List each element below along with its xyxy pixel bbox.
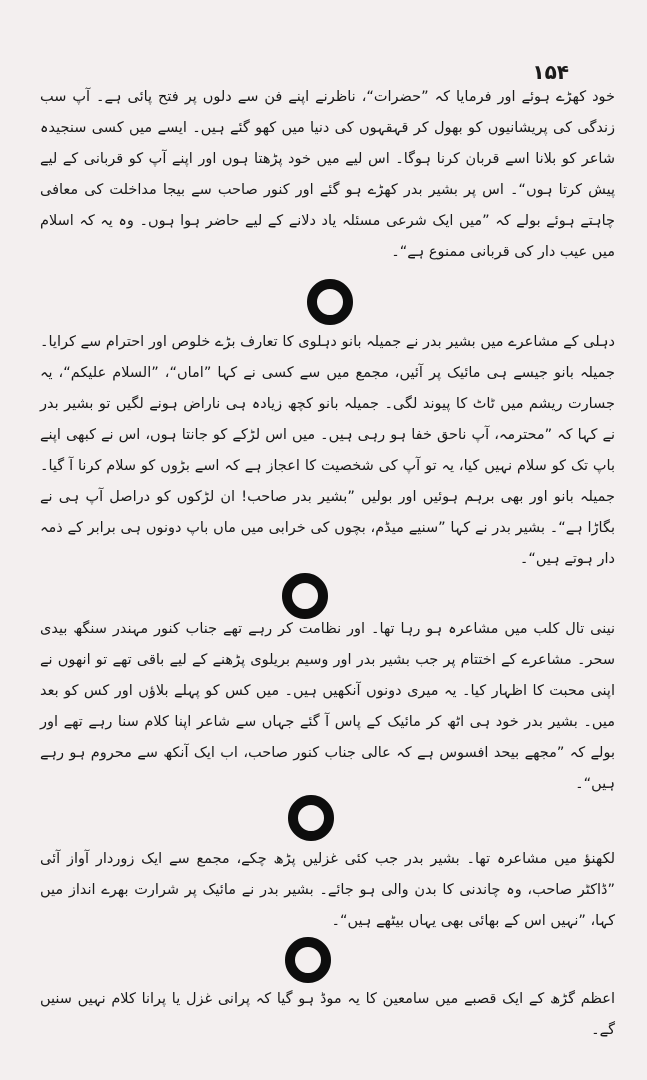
paragraph-3: نینی تال کلب میں مشاعرہ ہو رہا تھا۔ اور نظامت کر رہے تھے جناب کنور مہندر سنگھ بیدی سحر۔ مشاعرے کے اختتام پر جب بشیر بدر اور وسیم بریلوی پڑھنے کے لیے باقی تھے تو انھوں نے اپنی محبت کا اظہار کیا۔ یہ میری دونوں آنکھیں ہیں۔ میں کس کو پہلے بلاؤں اور کس کو بعد میں۔ بشیر بدر خود ہی اٹھ کر مائیک کے پاس آ گئے جہاں سے شاعر اپنا کلام سنا رہے تھے اور بولے کہ ”مجھے بیحد افسوس ہے کہ عالی جناب کنور صاحب، اب ایک آنکھ سے محروم ہو رہے ہیں“۔ [40,621,615,792]
ring-divider-icon [282,573,328,619]
page-number: ۱۵۴ [532,60,569,84]
paragraph-4: لکھنؤ میں مشاعرہ تھا۔ بشیر بدر جب کئی غزلیں پڑھ چکے، مجمع سے ایک زوردار آواز آئی ”ڈاکٹر صاحب، وہ چاندنی کا بدن والی ہو جائے۔ بشیر بدر نے مائیک پر شرارت بھرے انداز میں کہا، ”نہیں اس کے بھائی بھی یہاں بیٹھے ہیں“۔ [40,851,615,929]
ring-divider-icon [288,795,334,841]
ring-divider-icon [307,279,353,325]
paragraph-2: دہلی کے مشاعرے میں بشیر بدر نے جمیلہ بانو دہلوی کا تعارف بڑے خلوص اور احترام سے کرایا۔ جمیلہ بانو جیسے ہی مائیک پر آئیں، مجمع میں سے کسی نے کہا ”اماں“، ”السلام علیکم“، یہ جسارت ریشم میں ٹاٹ کا پیوند لگی۔ جمیلہ بانو کچھ زیادہ ہی ناراض ہونے لگیں تو بشیر بدر نے کہا کہ ”محترمہ، آپ ناحق خفا ہو رہی ہیں۔ میں اس لڑکے کو جانتا ہوں، اس نے کبھی اپنے باپ تک کو سلام نہیں کیا، یہ تو آپ کی شخصیت کا اعجاز ہے کہ اسے بڑوں کو سلام کرنا آ گیا۔ جمیلہ بانو اور بھی برہم ہوئیں اور بولیں ”بشیر بدر صاحب! ان لڑکوں کو دراصل آپ ہی نے بگاڑا ہے“۔ بشیر بدر نے کہا ”سنیے میڈم، بچوں کی خرابی میں ماں باپ دونوں ہی برابر کے ذمہ دار ہوتے ہیں“۔ [40,334,615,567]
paragraph-5: اعظم گڑھ کے ایک قصبے میں سامعین کا یہ موڈ ہو گیا کہ پرانی غزل یا پرانا کلام نہیں سنیں گے۔ [40,991,615,1038]
paragraph-1: خود کھڑے ہوئے اور فرمایا کہ ”حضرات“، ناظرنے اپنے فن سے دلوں پر فتح پائی ہے۔ آپ سب زندگی کی پریشانیوں کو بھول کر قہقہوں کی دنیا میں کھو گئے ہیں۔ ایسے میں کسی سنجیدہ شاعر کو بلانا اسے قربان کرنا ہوگا۔ اس لیے میں خود پڑھتا ہوں اور اپنے آپ کو قربانی کے لیے پیش کرتا ہوں“۔ اس پر بشیر بدر کھڑے ہو گئے اور کنور صاحب سے بیجا مداخلت کی معافی چاہتے ہوئے بولے کہ ”میں ایک شرعی مسئلہ یاد دلانے کے لیے حاضر ہوا ہوں۔ وہ یہ کہ اسلام میں عیب دار کی قربانی ممنوع ہے“۔ [40,89,615,260]
ring-divider-icon [285,937,331,983]
